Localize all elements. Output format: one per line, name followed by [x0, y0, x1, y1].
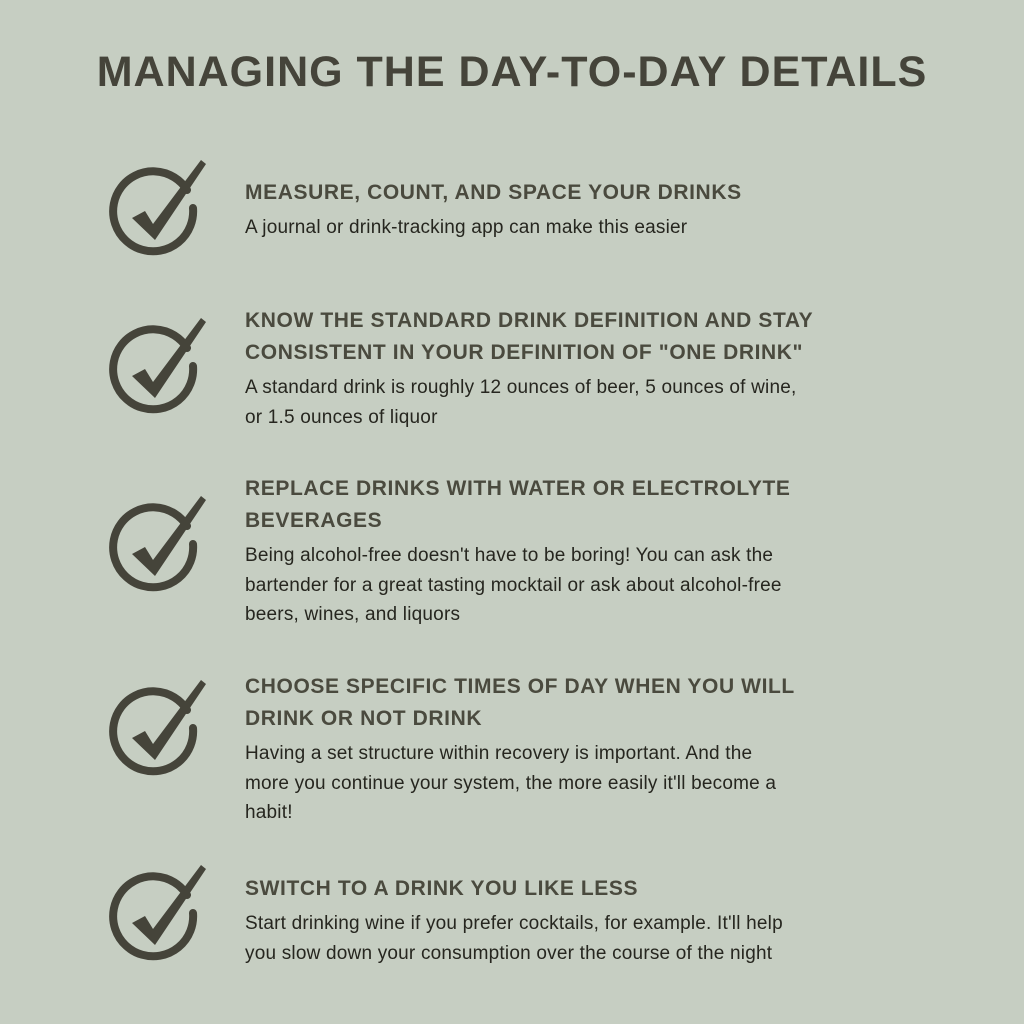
- tip-description: [245, 909, 945, 968]
- tip-description: [245, 739, 945, 828]
- tip-heading-line: DRINK OR NOT DRINK: [245, 707, 483, 730]
- tip-description-line: more you continue your system, the more easily it'll become a: [245, 772, 777, 794]
- check-circle-icon: [105, 496, 215, 606]
- check-circle-icon: [105, 160, 215, 270]
- tip-heading-line: CHOOSE SPECIFIC TIMES OF DAY WHEN YOU WILL: [245, 675, 795, 698]
- tip-description-line: Start drinking wine if you prefer cocktails, for example. It'll help: [245, 913, 783, 934]
- page-title: MANAGING THE DAY-TO-DAY DETAILS: [96, 48, 928, 96]
- tip-heading: [245, 873, 945, 905]
- tip-description: [245, 213, 945, 243]
- tip-description-line: Being alcohol-free doesn't have to be boring! You can ask the: [245, 545, 774, 566]
- tip-heading-line: SWITCH TO A DRINK YOU LIKE LESS: [245, 877, 639, 900]
- tip-heading: [245, 473, 945, 537]
- tip-description-line: A journal or drink-tracking app can make this easier: [245, 217, 688, 238]
- tip-heading: [245, 671, 945, 735]
- tip-description-line: Having a set structure within recovery is important. And the: [245, 743, 753, 764]
- tip-description-line: or 1.5 ounces of liquor: [245, 406, 438, 428]
- check-circle-icon: [105, 318, 215, 428]
- tip-description: [245, 541, 945, 630]
- tip-heading: [245, 305, 945, 369]
- tip-heading-line: BEVERAGES: [245, 509, 383, 532]
- tip-description-line: habit!: [245, 802, 293, 823]
- check-circle-icon: [105, 680, 215, 790]
- tip-description-line: bartender for a great tasting mocktail or ask about alcohol-free: [245, 574, 782, 596]
- tip-heading-line: REPLACE DRINKS WITH WATER OR ELECTROLYTE: [245, 477, 791, 500]
- tip-description-line: A standard drink is roughly 12 ounces of beer, 5 ounces of wine,: [245, 377, 797, 398]
- tip-description-line: beers, wines, and liquors: [245, 604, 461, 625]
- check-circle-icon: [105, 865, 215, 975]
- tip-heading-line: MEASURE, COUNT, AND SPACE YOUR DRINKS: [245, 181, 742, 204]
- tip-heading-line: KNOW THE STANDARD DRINK DEFINITION AND STAY: [245, 309, 814, 332]
- tip-heading-line: CONSISTENT IN YOUR DEFINITION OF "ONE DRINK": [245, 341, 804, 364]
- tip-description: [245, 373, 945, 432]
- tip-heading: [245, 177, 945, 209]
- tip-description-line: you slow down your consumption over the course of the night: [245, 942, 773, 964]
